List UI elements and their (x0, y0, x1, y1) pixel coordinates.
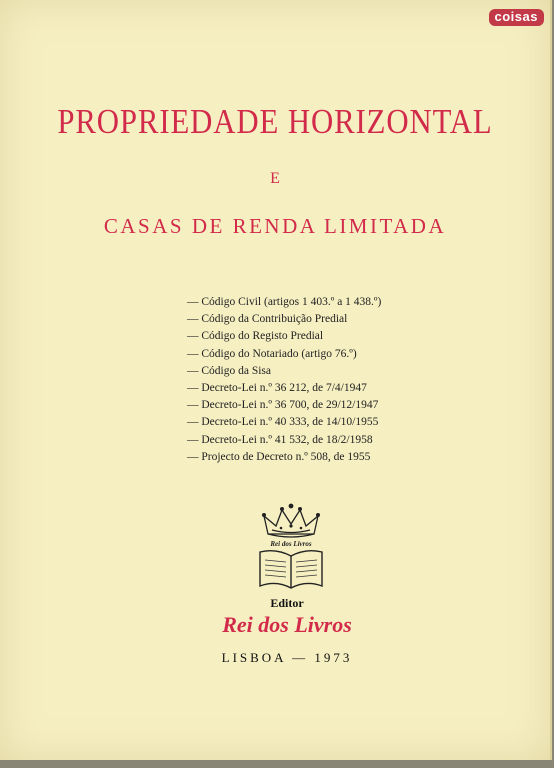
contents-item: — Código do Registo Predial (187, 330, 324, 343)
book-subtitle: CASAS DE RENDA LIMITADA (103, 214, 447, 238)
contents-item: — Código do Notariado (artigo 76.º) (187, 347, 357, 360)
editor-label: Editor (270, 596, 304, 610)
contents-item: — Código da Sisa (187, 364, 272, 377)
contents-list (187, 294, 381, 466)
title-conjunction: E (270, 170, 280, 187)
contents-item: — Decreto-Lei n.º 36 212, de 7/4/1947 (187, 382, 367, 395)
emblem-caption: Rei dos Livros (270, 540, 312, 548)
contents-item: — Decreto-Lei n.º 40 333, de 14/10/1955 (187, 416, 379, 429)
place-year: LISBOA — 1973 (221, 650, 353, 665)
contents-item: — Decreto-Lei n.º 41 532, de 18/2/1958 (187, 433, 373, 446)
book-title: PROPRIEDADE HORIZONTAL (57, 102, 493, 141)
publisher-name: Rei dos Livros (222, 612, 352, 637)
contents-item: — Projecto de Decreto n.º 508, de 1955 (187, 450, 371, 463)
watermark-logo: coisas (489, 9, 544, 26)
contents-item: — Código da Contribuição Predial (187, 313, 348, 326)
contents-item: — Código Civil (artigos 1 403.º a 1 438.º) (187, 296, 382, 308)
crown-book-icon (254, 500, 328, 592)
contents-item: — Decreto-Lei n.º 36 700, de 29/12/1947 (187, 399, 379, 412)
